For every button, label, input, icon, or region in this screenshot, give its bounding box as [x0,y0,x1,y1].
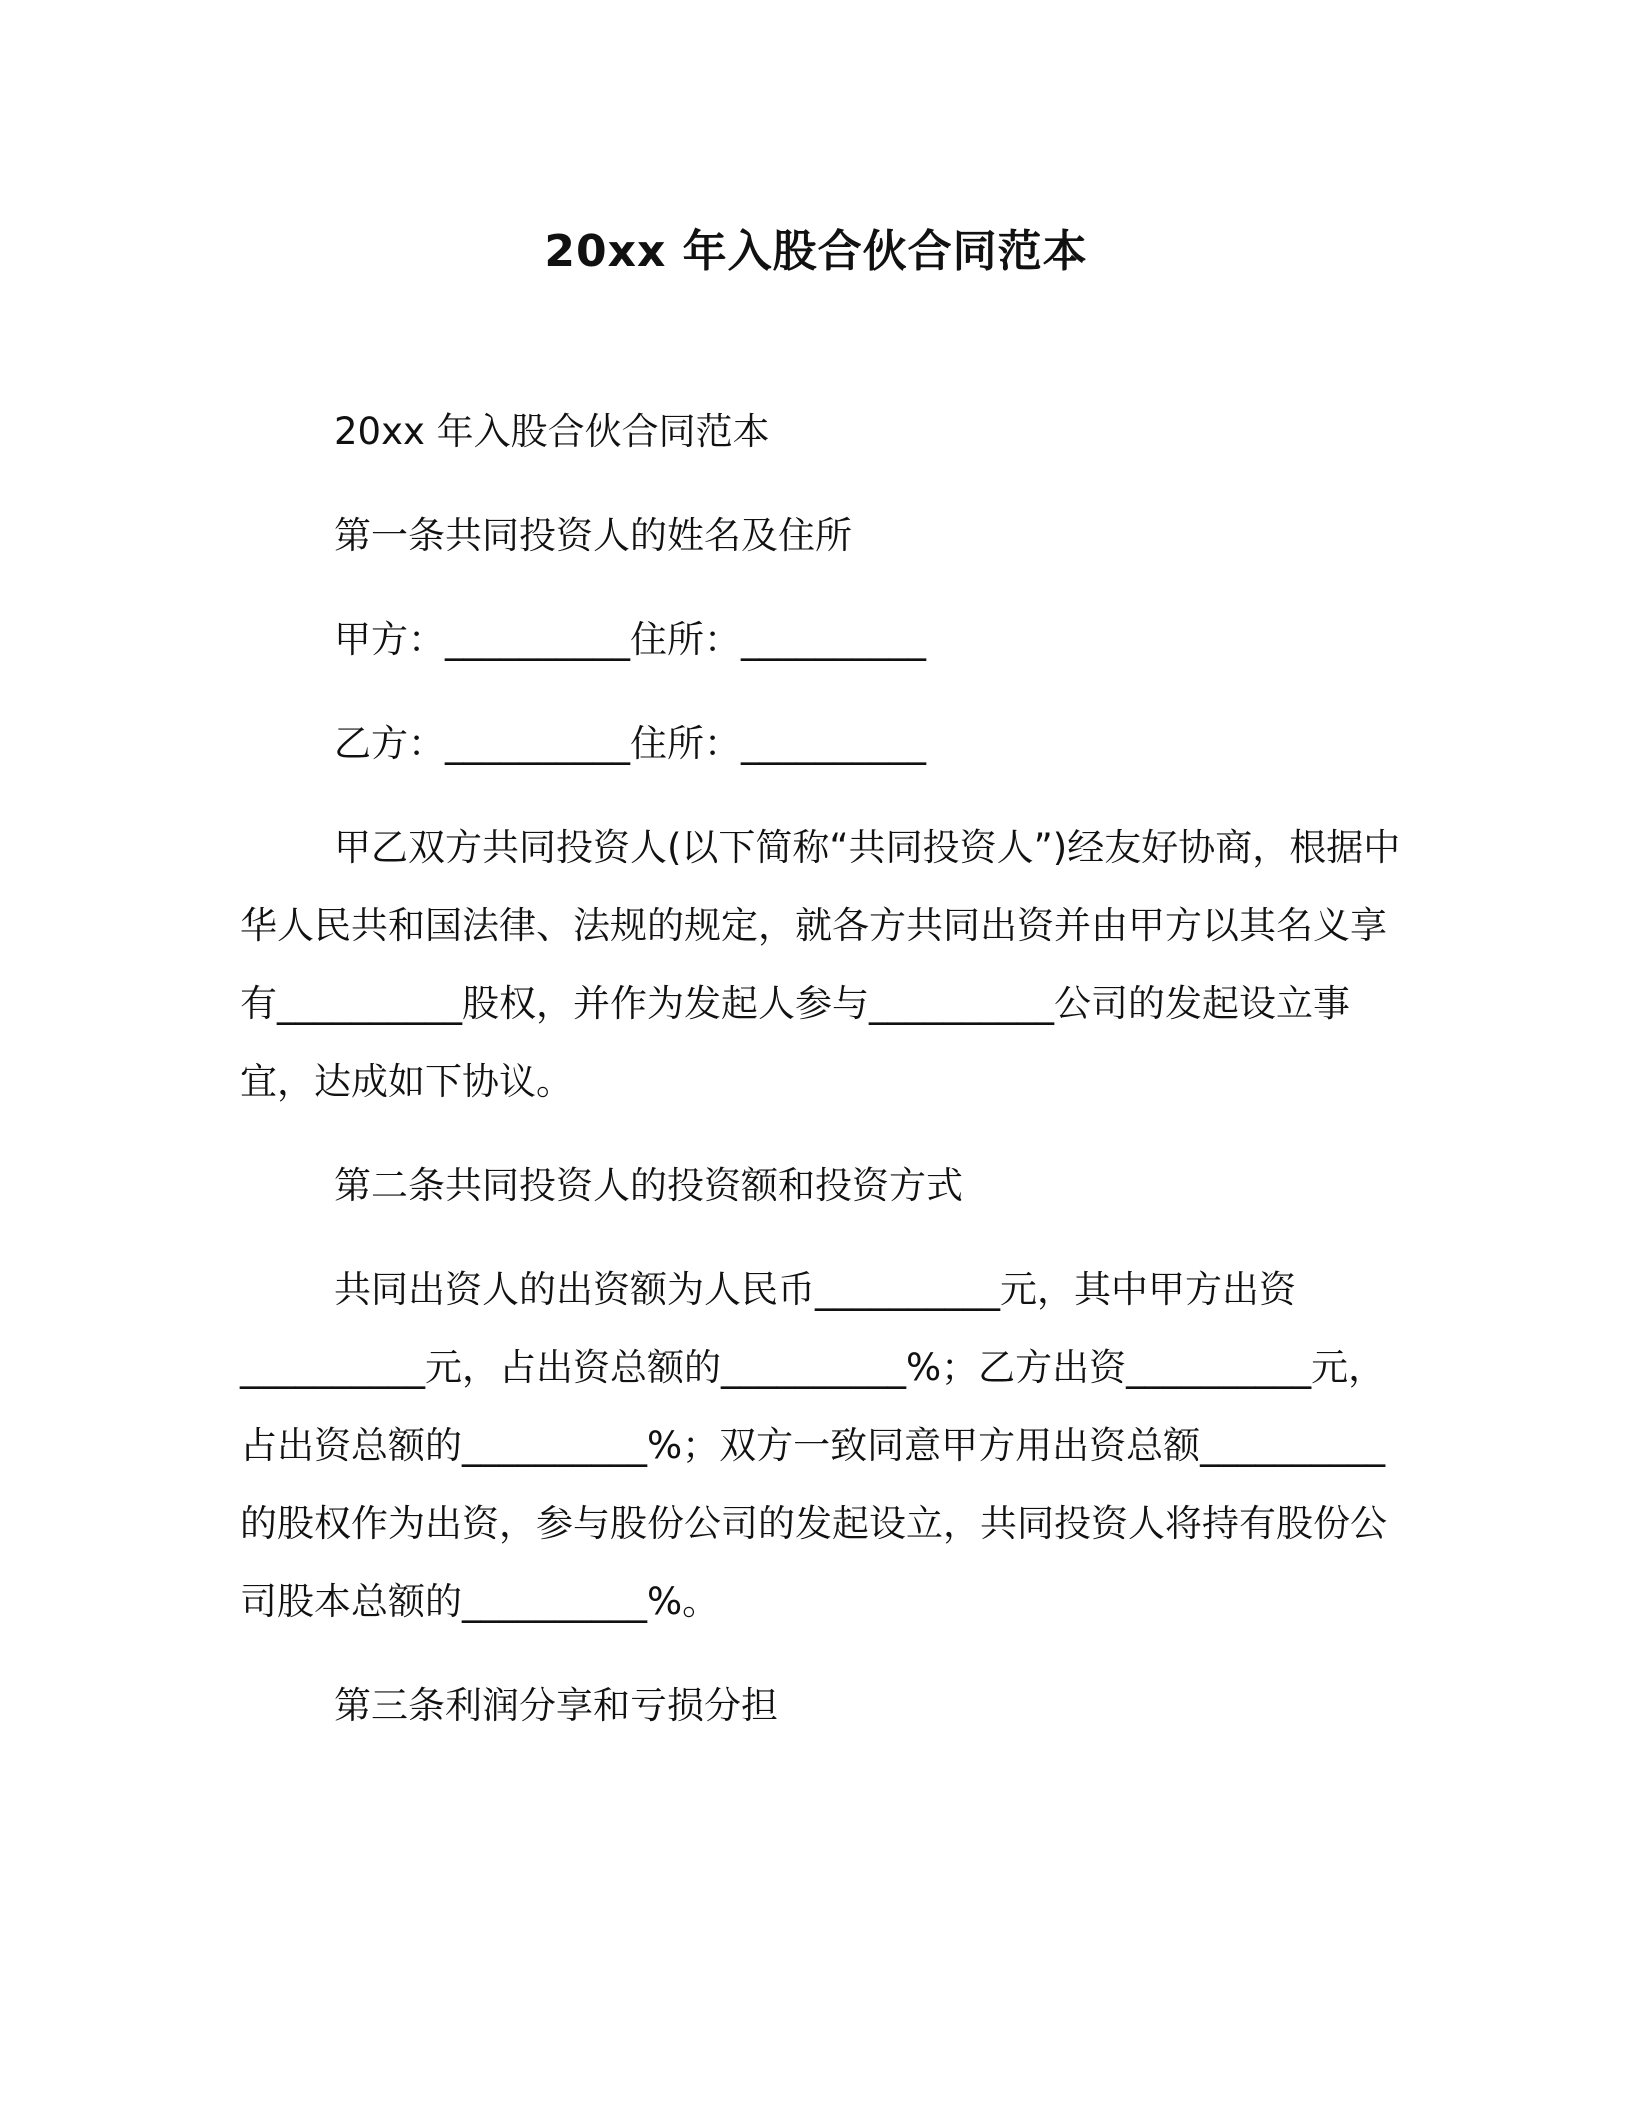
preamble-paragraph: 甲乙双方共同投资人(以下简称“共同投资人”)经友好协商，根据中华人民共和国法律、法规的规定，就各方共同出资并由甲方以其名义享有__________股权，并作为发起人参与__________公司的发起设立事宜，达成如下协议。 [240,826,1401,1103]
document-body [240,393,1415,1771]
article-1-heading: 第一条共同投资人的姓名及住所 [334,514,852,557]
party-b-line: 乙方：__________住所：__________ [334,722,926,765]
investment-paragraph: 共同出资人的出资额为人民币__________元，其中甲方出资__________元，占出资总额的__________%；乙方出资__________元，占出资总额的__________%；双方一致同意甲方用出资总额__________的股权作为出资，参与股份公司的发起设立，共同投资人将持有股份公司股本总额的__________%。 [240,1268,1387,1623]
document-title: 20xx 年入股合伙合同范本 [544,226,1088,277]
heading-line: 20xx 年入股合伙合同范本 [334,410,770,453]
article-2-heading: 第二条共同投资人的投资额和投资方式 [334,1164,963,1207]
article-3-heading: 第三条利润分享和亏损分担 [334,1684,778,1727]
party-a-line: 甲方：__________住所：__________ [334,618,926,661]
